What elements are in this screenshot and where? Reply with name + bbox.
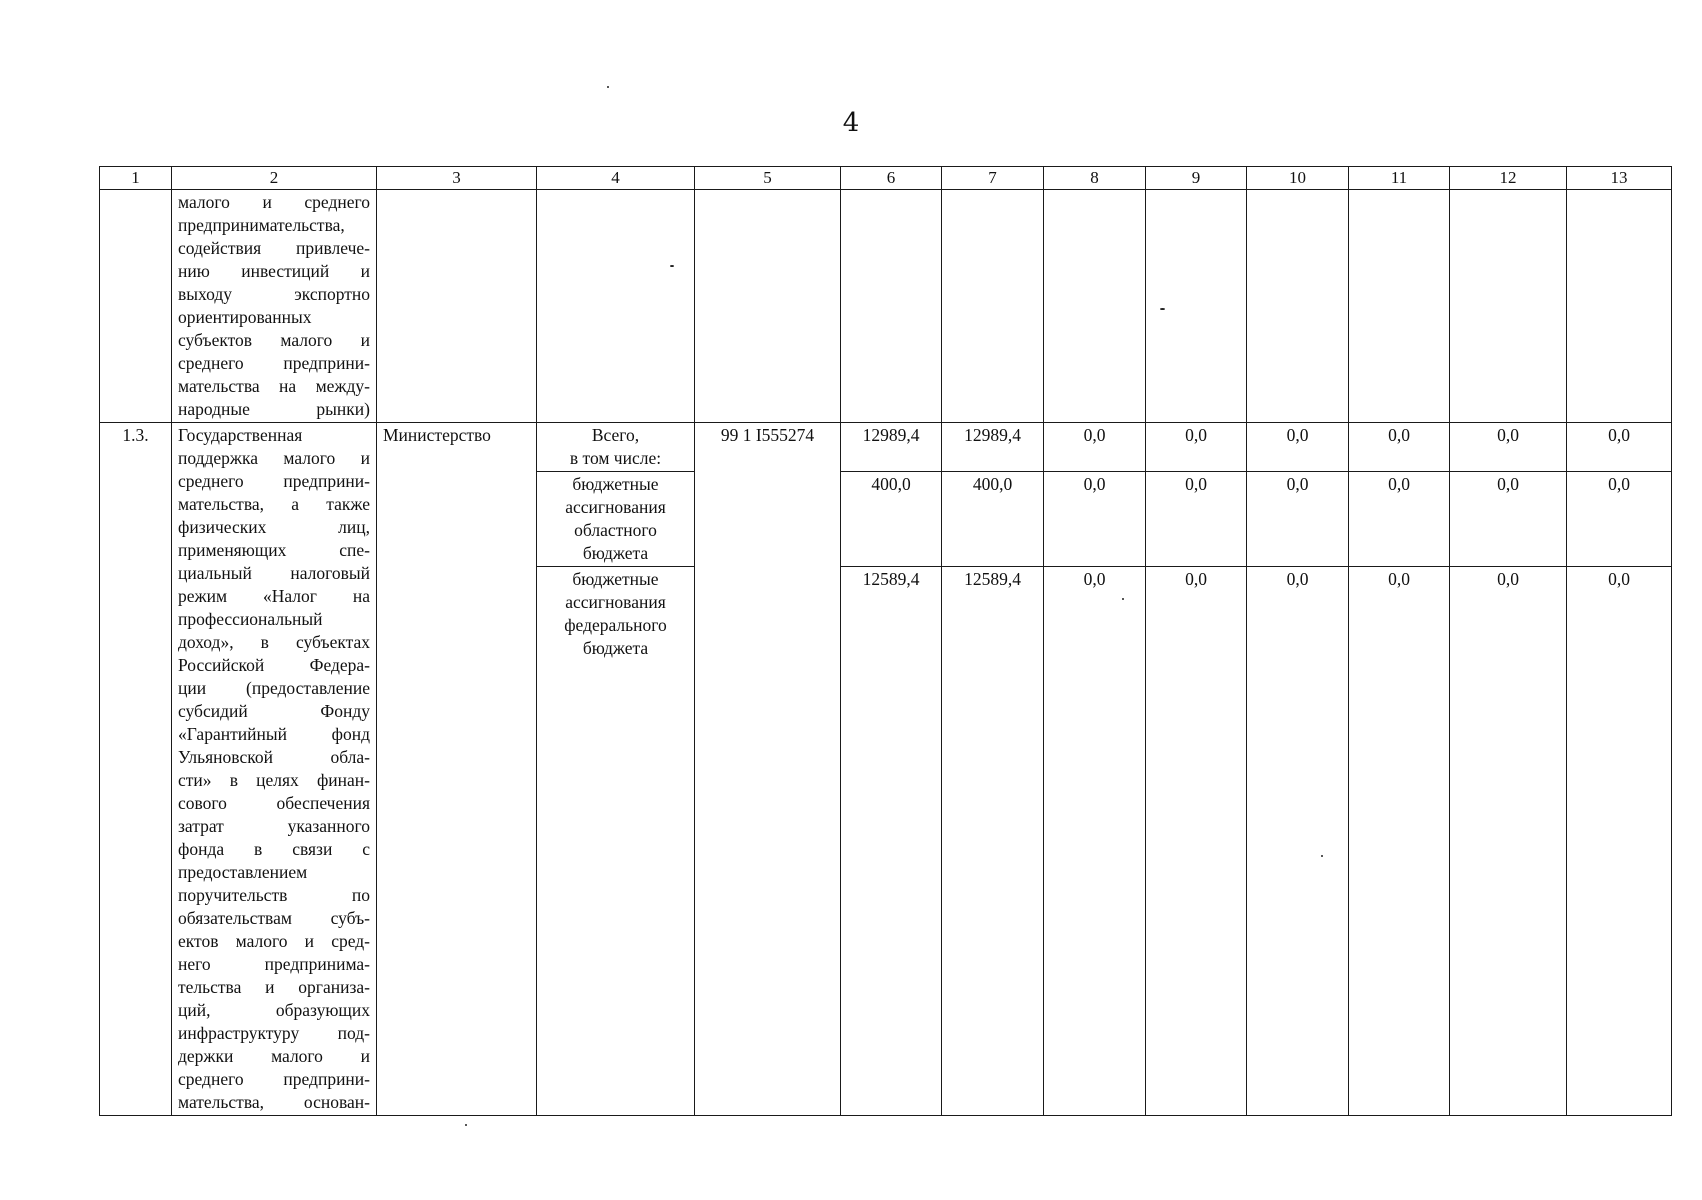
value-cell: 0,0 <box>1349 423 1450 472</box>
value-cell: 0,0 <box>1044 567 1146 1116</box>
executor-cell: Министерство <box>377 423 537 1116</box>
funding-source-total: Всего, в том числе: <box>537 423 695 472</box>
column-number: 1 <box>100 167 172 190</box>
value-cell: 0,0 <box>1146 472 1247 567</box>
continuation-row <box>100 190 1672 423</box>
scan-speck <box>465 1124 467 1126</box>
value-cell: 12989,4 <box>841 423 942 472</box>
column-number: 11 <box>1349 167 1450 190</box>
value-cell: 0,0 <box>1567 472 1672 567</box>
value-cell: 12989,4 <box>942 423 1044 472</box>
value-cell: 0,0 <box>1247 423 1349 472</box>
column-number-header-row <box>100 167 1672 190</box>
value-cell: 0,0 <box>1044 472 1146 567</box>
column-number: 12 <box>1450 167 1567 190</box>
column-number: 4 <box>537 167 695 190</box>
budget-table <box>99 166 1672 1116</box>
value-cell: 400,0 <box>841 472 942 567</box>
value-cell: 0,0 <box>1349 567 1450 1116</box>
value-cell: 0,0 <box>1044 423 1146 472</box>
column-number: 10 <box>1247 167 1349 190</box>
row-number: 1.3. <box>100 423 172 1116</box>
value-cell: 0,0 <box>1567 567 1672 1116</box>
value-cell: 12589,4 <box>841 567 942 1116</box>
column-number: 13 <box>1567 167 1672 190</box>
value-cell: 0,0 <box>1247 472 1349 567</box>
column-number: 5 <box>695 167 841 190</box>
column-number: 3 <box>377 167 537 190</box>
value-cell: 0,0 <box>1450 472 1567 567</box>
table-row <box>100 423 1672 472</box>
value-cell: 0,0 <box>1349 472 1450 567</box>
column-number: 8 <box>1044 167 1146 190</box>
funding-source-federal: бюджетные ассигнования федерального бюджета <box>537 567 695 1116</box>
value-cell: 400,0 <box>942 472 1044 567</box>
value-cell: 0,0 <box>1247 567 1349 1116</box>
value-cell: 12589,4 <box>942 567 1044 1116</box>
column-number: 9 <box>1146 167 1247 190</box>
funding-source-regional: бюджетные ассигнования областного бюджета <box>537 472 695 567</box>
scan-speck <box>607 86 609 88</box>
column-number: 7 <box>942 167 1044 190</box>
column-number: 6 <box>841 167 942 190</box>
value-cell: 0,0 <box>1146 567 1247 1116</box>
budget-code: 99 1 I555274 <box>695 423 841 1116</box>
row-description: Государственная поддержка малого и среднего предприни- мательства, а также физических лиц, применяющих спе- циальный налоговый режим «Налог на профессиональный доход», в субъектах Российской Федера- ции (предоставление субсидий Фонду «Гарантийный фонд Ульяновской обла- сти» в целях финан- сового обеспечения затрат указанного фонда в связи с предоставлением поручительств по обязательствам субъ- ектов малого и сред- него предпринима- тельства и организа- ций, образующих инфраструктуру под- держки малого и среднего предприни- мательства, основан- <box>172 423 377 1116</box>
value-cell: 0,0 <box>1450 423 1567 472</box>
value-cell: 0,0 <box>1450 567 1567 1116</box>
page-number: 4 <box>842 108 860 138</box>
value-cell: 0,0 <box>1567 423 1672 472</box>
continuation-description: малого и среднего предпринимательства, содействия привлече- нию инвестиций и выходу экспортно ориентированных субъектов малого и среднего предприни- мательства на между- народные рынки) <box>172 190 377 423</box>
value-cell: 0,0 <box>1146 423 1247 472</box>
column-number: 2 <box>172 167 377 190</box>
